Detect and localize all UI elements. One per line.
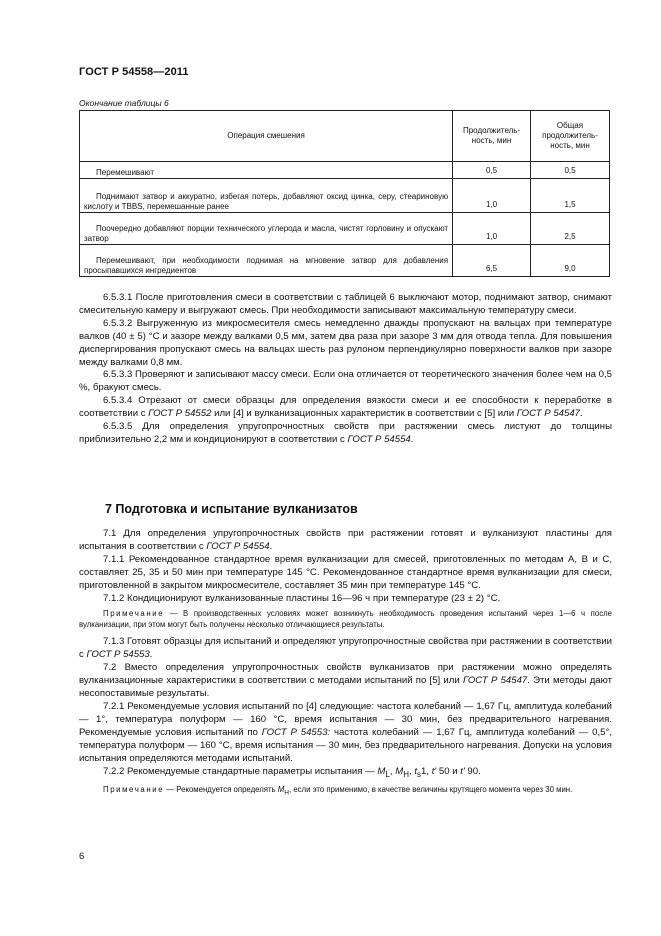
row-duration: 1,0 xyxy=(453,179,531,213)
row-operation: Перемешивают xyxy=(80,162,453,179)
row-total: 0,5 xyxy=(531,162,610,179)
note-label: Примечание xyxy=(103,609,165,619)
reference-gost: ГОСТ Р 54553 xyxy=(86,649,150,661)
table-row xyxy=(80,179,610,213)
paragraph-6-5-3-3: 6.5.3.3 Проверяют и записывают массу смеси. Если она отличается от теоретического значения более чем на 0,5 %, бракуют смесь. xyxy=(79,369,612,394)
paragraph-6-5-3-5: 6.5.3.5 Для определения упругопрочностных свойств при растяжении смесь листуют до толщины приблизительно 2,2 мм и кондиционируют в соответствии с ГОСТ Р 54554. xyxy=(79,421,612,445)
table-caption: Окончание таблицы 6 xyxy=(79,98,169,108)
col-header-duration: Продолжитель- ность, мин xyxy=(453,111,531,162)
table-row xyxy=(80,245,610,277)
table-row xyxy=(80,213,610,245)
paragraph-7-1-3: 7.1.3 Готовят образцы для испытаний и определяют упругопрочностные свойства при растяжении в соответствии с ГОСТ Р 54553. xyxy=(79,636,612,661)
reference-gost: ГОСТ Р 54554 xyxy=(206,540,270,552)
note-label: Примечание xyxy=(103,785,165,795)
row-total: 9,0 xyxy=(531,245,610,277)
section-7-heading: 7 Подготовка и испытание вулканизатов xyxy=(105,502,358,516)
row-total: 1,5 xyxy=(531,179,610,213)
table-row xyxy=(80,162,610,179)
row-duration: 6,5 xyxy=(453,245,531,277)
table-header-row xyxy=(80,111,610,162)
paragraph-7-1-1: 7.1.1 Рекомендованное стандартное время вулканизации для смесей, приготовленных по методам А, В и С, составляет 25, 35 и 50 мин при температуре 145 °С. Рекомендованное стандартное время вулканизации для смеси, приготовленной в закрытом микросмесителе, составляет 35 мин при температуре 145 °С. xyxy=(79,553,612,591)
reference-gost: ГОСТ Р 54552 xyxy=(148,408,212,420)
paragraph-6-5-3-2: 6.5.3.2 Выгруженную из микросмесителя смесь немедленно дважды пропускают на вальцах при температуре валков (40 ± 5) °С и зазоре между валками 0,5 мм, затем два раза при зазоре 3 мм для отвода тепла. Для повышения диспергирования пропускают смесь на вальцах шесть раз рулоном перпендикулярно поверхности валков при зазоре между валками 0,8 мм. xyxy=(79,317,612,368)
row-total: 2,5 xyxy=(531,213,610,245)
reference-gost: ГОСТ Р 54553: xyxy=(261,726,331,738)
note-1: Примечание — В производственных условиях может возникнуть необходимость проведения испытаний через 1—6 ч после вулканизации, при этом могут быть получены несколько отличающиеся результаты. xyxy=(79,609,612,629)
col-header-total: Общая продолжитель- ность, мин xyxy=(531,111,610,162)
paragraph-7-1-2: 7.1.2 Кондиционируют вулканизованные пластины 16—96 ч при температуре (23 ± 2) °С. xyxy=(103,592,501,604)
paragraph-6-5-3-1: 6.5.3.1 После приготовления смеси в соответствии с таблицей 6 выключают мотор, поднимают затвор, снимают смесительную камеру и выгружают смесь. При необходимости записывают максимальную температуру смеси. xyxy=(79,292,612,316)
row-duration: 1,0 xyxy=(453,213,531,245)
reference-gost: ГОСТ Р 54547 xyxy=(516,408,581,420)
row-operation: Перемешивают, при необходимости поднимая на мгновение затвор для добавления просыпавшихся ингредиентов xyxy=(80,245,453,277)
paragraph-7-1: 7.1 Для определения упругопрочностных свойств при растяжении готовят и вулканизуют пластины для испытания в соответствии с ГОСТ Р 54554. xyxy=(79,528,612,552)
paragraph-7-2-1: 7.2.1 Рекомендуемые условия испытаний по [4] следующие: частота колебаний — 1,67 Гц, амплитуда колебаний — 1°, температура полуформ — 160 °С, время испытания — 30 мин, без предварительного нагревания. Рекомендуемые условия испытаний по ГОСТ Р 54553: частота колебаний — 1,67 Гц, амплитуда колебаний — 0,5°, температура полуформ — 160 °С, время испытания — 30 мин, без предварительного нагревания. Допуски на условия испытания определяются методами испытаний. xyxy=(79,700,613,764)
paragraph-7-2-2: 7.2.2 Рекомендуемые стандартные параметры испытания — $M_L$, $M_H$, $t_s1$, t' 50 и t' 90. xyxy=(103,765,481,779)
document-header: ГОСТ Р 54558—2011 xyxy=(79,66,189,78)
paragraph-7-2: 7.2 Вместо определения упругопрочностных свойств вулканизатов при растяжении можно определять вулканизационные характеристики в соответствии с методами испытаний по [5] или ГОСТ Р 54547. Эти методы дают несопоставимые результаты. xyxy=(79,662,613,700)
row-operation: Поднимают затвор и аккуратно, избегая потерь, добавляют оксид цинка, серу, стеариновую кислоту и TBBS, перемешанные ранее xyxy=(80,179,453,213)
reference-gost: ГОСТ Р 54547 xyxy=(462,675,528,687)
reference-gost: ГОСТ Р 54554 xyxy=(347,433,411,445)
page-number: 6 xyxy=(79,851,85,862)
row-operation: Поочередно добавляют порции технического углерода и масла, чистят горловину и опускают затвор xyxy=(80,213,453,245)
paragraph-6-5-3-4: 6.5.3.4 Отрезают от смеси образцы для определения вязкости смеси и ее способности к переработке в соответствии с ГОСТ Р 54552 или [4] и вулканизационных характеристик в соответствии с [5] или ГОСТ Р 54547. xyxy=(79,395,612,420)
col-header-operation: Операция смешения xyxy=(80,111,453,162)
section-6-5-3-text xyxy=(79,292,612,447)
row-duration: 0,5 xyxy=(453,162,531,179)
note-2: Примечание — Рекомендуется определять $M_H$, если это применимо, в качестве величины крутящего момента через 30 мин. xyxy=(103,785,573,797)
mixing-table xyxy=(79,110,610,277)
section-7-text xyxy=(79,528,612,805)
